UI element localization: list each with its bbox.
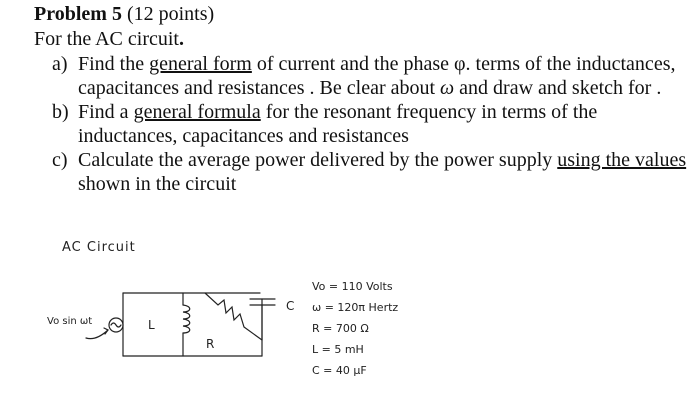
question-text: Find the general form of current and the phase φ. terms of the inductances, capacitances and resistances . Be clear about ω and draw and sketch for . — [78, 53, 676, 99]
circuit-values — [312, 276, 398, 381]
sine-icon — [111, 323, 121, 327]
underlined-phrase: general form — [149, 53, 252, 75]
intro-period: . — [178, 28, 184, 50]
source-label: Vo sin ωt — [47, 316, 93, 327]
resistor-zigzag — [205, 293, 262, 340]
inductor-coil — [183, 305, 190, 333]
inductor-label: L — [148, 318, 155, 332]
question-label: c) — [52, 149, 68, 171]
value-r: R = 700 Ω — [312, 322, 369, 335]
resistor-label: R — [206, 337, 215, 351]
question-text: Find a general formula for the resonant frequency in terms of the inductances, capacitances and resistances — [78, 101, 598, 147]
value-c: C = 40 μF — [312, 364, 367, 377]
value-omega: ω = 120π Hertz — [312, 301, 399, 314]
value-vo: Vo = 110 Volts — [312, 280, 393, 293]
problem-title: Problem 5 — [34, 3, 122, 25]
capacitor-label: C — [286, 299, 295, 313]
intro-text: For the AC circuit — [34, 28, 179, 50]
question-text: Calculate the average power delivered by the power supply using the values shown in the circuit — [78, 149, 687, 195]
question-label: a) — [52, 53, 68, 75]
value-l: L = 5 mH — [312, 343, 364, 356]
underlined-phrase: using the values — [557, 149, 687, 171]
question-label: b) — [52, 101, 69, 123]
circuit-heading: AC Circuit — [62, 240, 136, 255]
underlined-phrase: general formula — [133, 101, 261, 123]
omega-symbol: ω — [440, 77, 455, 99]
problem-points: (12 points) — [126, 3, 215, 25]
